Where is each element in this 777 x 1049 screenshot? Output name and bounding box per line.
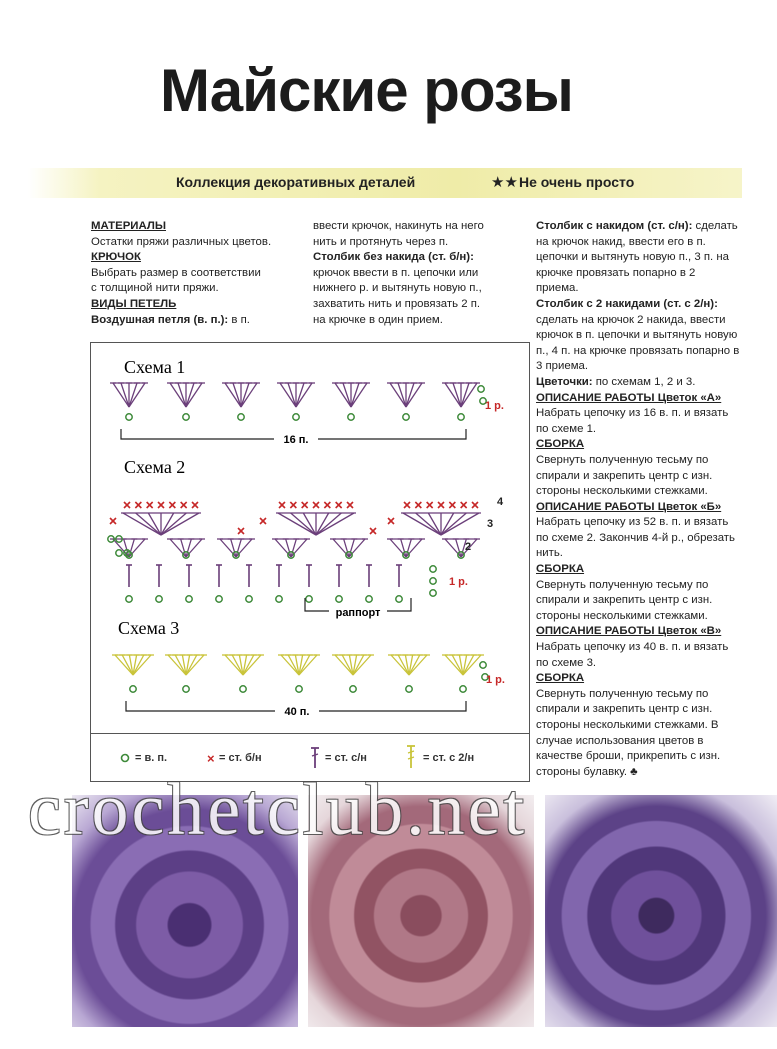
fan-stitch [241,383,249,407]
chain-stitch [348,414,354,420]
chain-stitch [406,686,412,692]
chain-stitch [240,686,246,692]
scheme-2-mid-fan [217,539,255,557]
scheme-2-dc [186,565,192,587]
chain-stitch [430,566,436,572]
sc-mark [472,502,478,508]
fan-stitch [351,383,367,407]
scheme-2-marks [108,502,481,602]
scheme-1-row-label: 1 р. [485,400,504,412]
assembly-2-text: Свернуть полученную тесьму по спирали и закрепить центр с изн. стороны несколькими стежками. [536,578,713,622]
scheme-2-mid-fan [272,539,310,557]
assembly-3-heading: СБОРКА [536,672,585,685]
fan-stitch [406,383,422,407]
assembly-3-text: Свернуть полученную тесьму по спирали и закрепить центр с изн. стороны несколькими стежками. В случае использования цветов в качестве броши, прикрепить с изн. стороны булавку. ♣ [536,687,721,778]
fan-stitch [129,383,145,407]
sc-mark [181,502,187,508]
chain-stitch [396,596,402,602]
sc-mark [169,502,175,508]
col2-line: на крючке в один прием. [313,313,443,326]
scheme-2-dc [156,565,162,587]
fan-stitch [296,383,304,407]
chain-stitch [430,590,436,596]
chain-stitch [366,596,372,602]
sc-mark [404,502,410,508]
fan-stitch [351,383,359,407]
chain-stitch [480,662,486,668]
legend-sc: = ст. б/н [219,752,262,764]
chain-stitch [306,596,312,602]
difficulty-label: Не очень просто [519,174,635,190]
chain-stitch [246,596,252,602]
fan-stitch [186,383,194,407]
dc-symbol-icon [311,748,319,768]
scheme-2-big-fan [401,502,481,535]
chain-term: Воздушная петля (в. п.): [91,313,229,326]
chain-stitch [460,686,466,692]
fan-stitch [233,383,241,407]
fan-stitch [461,383,469,407]
collection-label: Коллекция декоративных деталей [176,174,416,190]
scheme-3-fan [222,655,264,675]
scheme-2-dc [216,565,222,587]
fan-stitch [406,383,414,407]
fan-stitch [461,383,477,407]
sc-mark [238,528,244,534]
chain-definition [91,313,301,329]
scheme-3-fan [332,655,374,675]
chain-stitch [186,596,192,602]
sc-mark [370,528,376,534]
scheme-2-row-3: 3 [487,518,494,530]
sc-mark [110,518,116,524]
scheme-3-fan [278,655,320,675]
scheme-2-row-2: 2 [465,541,472,553]
chain-stitch [238,414,244,420]
fan-stitch [129,383,137,407]
sc-mark [302,502,308,508]
fan-stitch [296,383,312,407]
fan-stitch [178,383,186,407]
banner [28,168,742,198]
chain-stitch [293,414,299,420]
fan-stitch [136,513,161,535]
chain-text: в п. [228,313,250,326]
hook-heading: КРЮЧОК [91,251,141,264]
crochet-schemes [90,342,530,782]
dc-text: сделать на крючок накид, ввести его в п. цепочки и вытянуть новую п., 3 п. на крючке провязать попарно в 2 приема. [536,220,738,295]
scheme-1-fan [110,383,148,407]
materials-heading: МАТЕРИАЛЫ [91,220,166,232]
chain-stitch [296,686,302,692]
scheme-1-count: 16 п. [283,434,309,446]
scheme-2-row-4: 4 [497,496,504,508]
scheme-1-fan [332,383,370,407]
scheme-1-marks [110,383,486,420]
description-b-text: Набрать цепочку из 52 в. п. и вязать по схеме 2. Закончив 4-й р., обрезать нить. [536,516,735,560]
fan-stitch [445,383,461,407]
chain-stitch [403,414,409,420]
scheme-2-dc [246,565,252,587]
sc-mark [279,502,285,508]
scheme-2-dc [336,565,342,587]
legend-chain: = в. п. [135,752,168,764]
fan-stitch [416,513,441,535]
chain-stitch [350,686,356,692]
description-b-heading: ОПИСАНИЕ РАБОТЫ Цветок «Б» [536,500,722,513]
fan-stitch [121,383,129,407]
flowers-term: Цветочки: [536,375,593,388]
chain-stitch [116,550,122,556]
col2-line: крючок ввести в п. цепочки или [313,266,479,279]
scheme-1-fan [277,383,315,407]
scheme-1-fan [167,383,205,407]
scheme-3-fan [112,655,154,675]
assembly-1-heading: СБОРКА [536,438,585,451]
scheme-2-row-1: 1 р. [449,576,468,588]
sc-mark [461,502,467,508]
sc-mark [158,502,164,508]
sc-mark [290,502,296,508]
chain-stitch [478,386,484,392]
sc-symbol-icon: × [207,751,215,766]
chain-stitch [430,578,436,584]
fan-stitch [170,383,186,407]
sc-mark [336,502,342,508]
scheme-1-fan [387,383,425,407]
col2-line: нижнего р. и вытянуть новую п., [313,282,482,295]
fan-stitch [398,383,406,407]
scheme-3-fan [442,655,484,675]
fan-stitch [316,513,341,535]
fan-stitch [113,383,129,407]
col2-line: нить и протянуть через п. [313,235,449,248]
scheme-3-title: Схема 3 [118,618,180,638]
chain-stitch [126,596,132,602]
fan-stitch [441,513,466,535]
chain-stitch [183,414,189,420]
sc-mark [449,502,455,508]
fan-stitch [225,383,241,407]
sc-mark [388,518,394,524]
fan-stitch [453,383,461,407]
sc-mark [324,502,330,508]
chain-stitch [183,686,189,692]
description-a-text: Набрать цепочку из 16 в. п. и вязать по схеме 1. [536,407,729,435]
chain-symbol-icon [122,755,129,762]
scheme-1-fan [222,383,260,407]
watermark: crochetclub.net [28,769,528,851]
scheme-2-mid-fan [330,539,368,557]
fan-stitch [343,383,351,407]
chain-stitch [130,686,136,692]
schemes-diagram [91,343,529,733]
description-c-text: Набрать цепочку из 40 в. п. и вязать по схеме 3. [536,641,729,669]
scheme-1-fan [442,383,480,407]
loops-heading: ВИДЫ ПЕТЕЛЬ [91,297,177,310]
scheme-2-mid-fan [387,539,425,557]
sc-mark [147,502,153,508]
materials-text: Остатки пряжи различных цветов. [91,235,272,248]
scheme-2-mid-fan [167,539,205,557]
sc-term: Столбик без накида (ст. б/н): [313,251,474,264]
scheme-3-fan [388,655,430,675]
column-2 [313,219,523,328]
scheme-2-dc [276,565,282,587]
scheme-3-marks [112,655,488,692]
sc-mark [260,518,266,524]
tr-text: сделать на крючок 2 накида, ввести крючок в п. цепочки и вытянуть новую п., 4 п. на крючке провязать попарно в 3 приема. [536,313,740,373]
scheme-1-title: Схема 1 [124,357,186,377]
fan-stitch [291,513,316,535]
scheme-2-dc [126,565,132,587]
hook-text-2: с толщиной нити пряжи. [91,282,219,295]
sc-mark [427,502,433,508]
flower-photo-c [545,795,777,1027]
description-c-heading: ОПИСАНИЕ РАБОТЫ Цветок «В» [536,625,722,638]
scheme-2-mid-fan [442,539,480,557]
assembly-1-text: Свернуть полученную тесьму по спирали и закрепить центр с изн. стороны несколькими стежками. [536,453,713,498]
fan-stitch [241,383,257,407]
rapport-label: раппорт [335,607,381,619]
chain-stitch [458,414,464,420]
assembly-2-heading: СБОРКА [536,563,585,576]
legend-dc: = ст. с/н [325,752,367,764]
hook-text-1: Выбрать размер в соответствии [91,266,261,279]
fan-stitch [280,383,296,407]
chain-stitch [126,414,132,420]
scheme-2-title: Схема 2 [124,457,186,477]
fan-stitch [288,383,296,407]
scheme-2-big-fan [276,502,356,535]
page-title: Майские розы [160,57,573,124]
sc-mark [135,502,141,508]
column-3 [536,219,740,780]
difficulty-stars-icon: ★★ [491,174,518,191]
legend-tr: = ст. с 2/н [423,752,475,764]
sc-mark [347,502,353,508]
sc-mark [313,502,319,508]
fan-stitch [186,383,202,407]
dc-term: Столбик с накидом (ст. с/н): [536,220,693,232]
scheme-3-count: 40 п. [284,706,310,718]
fan-stitch [390,383,406,407]
sc-mark [438,502,444,508]
col2-line: захватить нить и провязать 2 п. [313,297,481,310]
scheme-3-fan [165,655,207,675]
flowers-text: по схемам 1, 2 и 3. [592,375,696,388]
tr-symbol-icon [407,746,415,768]
scheme-3-row-label: 1 р. [486,674,505,686]
sc-mark [192,502,198,508]
scheme-2-big-fan [121,502,201,535]
description-a-heading: ОПИСАНИЕ РАБОТЫ Цветок «А» [536,391,722,404]
chain-stitch [156,596,162,602]
sc-mark [124,502,130,508]
column-1 [91,219,301,328]
fan-stitch [335,383,351,407]
sc-mark [415,502,421,508]
col2-line: ввести крючок, накинуть на него [313,220,484,232]
scheme-2-dc [306,565,312,587]
chain-stitch [276,596,282,602]
fan-stitch [161,513,186,535]
scheme-2-dc [396,565,402,587]
scheme-2-dc [366,565,372,587]
chain-stitch [336,596,342,602]
tr-term: Столбик с 2 накидами (ст. с 2/н): [536,297,718,310]
chain-stitch [216,596,222,602]
